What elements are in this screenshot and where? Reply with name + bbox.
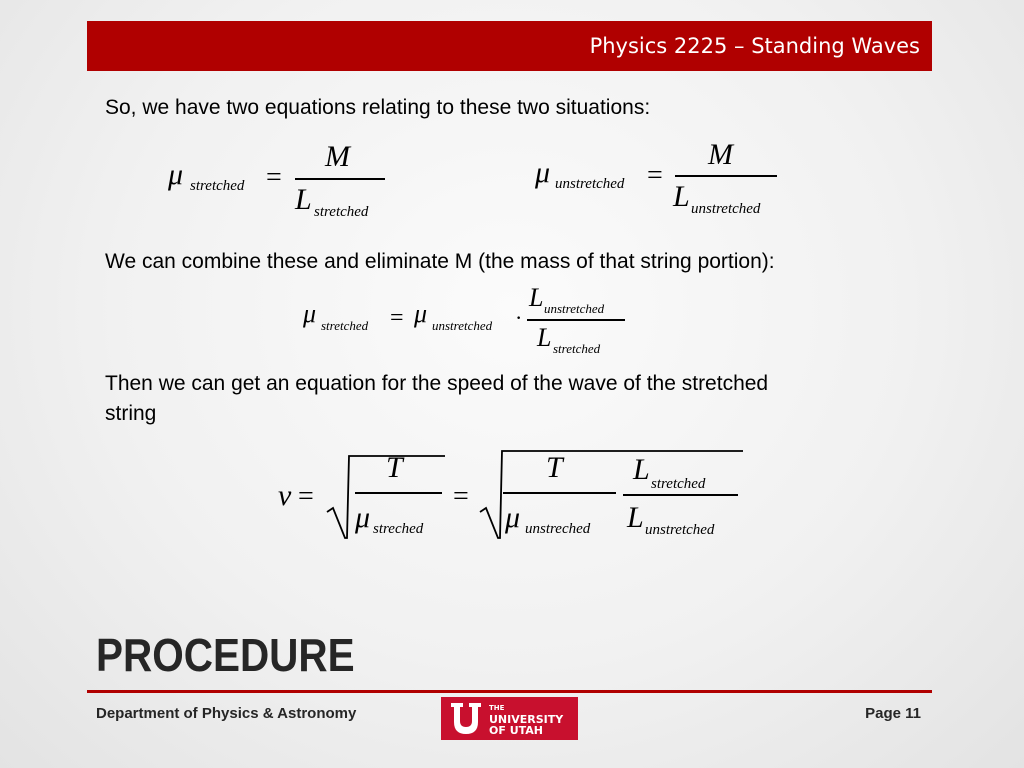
eq-subscript: stretched <box>553 341 601 356</box>
eq-subscript: unstretched <box>645 522 715 538</box>
eq-numerator: L <box>529 283 544 312</box>
fraction-bar <box>295 178 385 180</box>
slide-title: Physics 2225 – Standing Waves <box>589 34 920 58</box>
eq-subscript: stretched <box>651 476 706 492</box>
eq-numerator: T <box>386 451 403 484</box>
eq-subscript: unstretched <box>555 176 625 192</box>
u-logo-icon <box>449 701 483 737</box>
footer-divider <box>87 690 932 693</box>
fraction-bar <box>503 492 616 494</box>
speed-text-line2: string <box>105 402 157 425</box>
page-number: Page 11 <box>865 705 921 722</box>
eq-equals: = <box>266 162 282 193</box>
fraction-bar <box>355 492 442 494</box>
speed-text-line1: Then we can get an equation for the speed of the wave of the stretched <box>105 372 769 395</box>
header-bar <box>87 21 932 71</box>
eq-subscript: unstretched <box>432 318 493 333</box>
logo-the: THE <box>489 704 505 712</box>
logo-text <box>489 703 563 736</box>
eq-denominator: L <box>673 180 690 213</box>
eq-equals: = <box>298 481 314 512</box>
equation-combined <box>303 285 633 360</box>
eq-dot: · <box>515 305 523 330</box>
eq-numerator: L <box>633 453 650 486</box>
eq-symbol: μ <box>505 501 521 534</box>
fraction-bar <box>527 319 625 321</box>
eq-equals: = <box>453 481 469 512</box>
logo-of-utah: OF UTAH <box>489 724 543 737</box>
combine-text: We can combine these and eliminate M (the mass of that string portion): <box>105 250 775 273</box>
eq-symbol: μ <box>168 158 184 191</box>
eq-subscript: stretched <box>190 178 245 194</box>
logo-university: UNIVERSITY <box>489 713 564 726</box>
eq-symbol: μ <box>414 299 428 328</box>
eq-symbol: μ <box>303 299 317 328</box>
eq-numerator: T <box>546 451 563 484</box>
eq-symbol: μ <box>355 501 371 534</box>
eq-equals: = <box>390 305 404 331</box>
eq-subscript: stretched <box>314 204 369 220</box>
eq-denominator: L <box>295 183 312 216</box>
equation-mu-stretched <box>168 140 398 230</box>
fraction-bar <box>623 494 738 496</box>
fraction-bar <box>675 175 777 177</box>
footer-department: Department of Physics & Astronomy <box>96 705 357 722</box>
equation-wave-speed <box>275 445 750 545</box>
eq-symbol: μ <box>535 156 551 189</box>
intro-text: So, we have two equations relating to these two situations: <box>105 96 651 119</box>
eq-denominator: L <box>537 323 552 352</box>
eq-subscript: unstretched <box>544 301 605 316</box>
eq-numerator: M <box>325 140 350 173</box>
eq-velocity: v <box>278 479 292 512</box>
equation-mu-unstretched <box>535 138 795 230</box>
eq-denominator: L <box>627 501 644 534</box>
eq-numerator: M <box>708 138 733 171</box>
eq-subscript: unstreched <box>525 521 591 537</box>
eq-equals: = <box>647 160 663 191</box>
eq-subscript: streched <box>373 521 424 537</box>
university-logo <box>441 697 578 740</box>
eq-subscript: unstretched <box>691 201 761 217</box>
section-title: PROCEDURE <box>96 629 355 681</box>
eq-subscript: stretched <box>321 318 369 333</box>
